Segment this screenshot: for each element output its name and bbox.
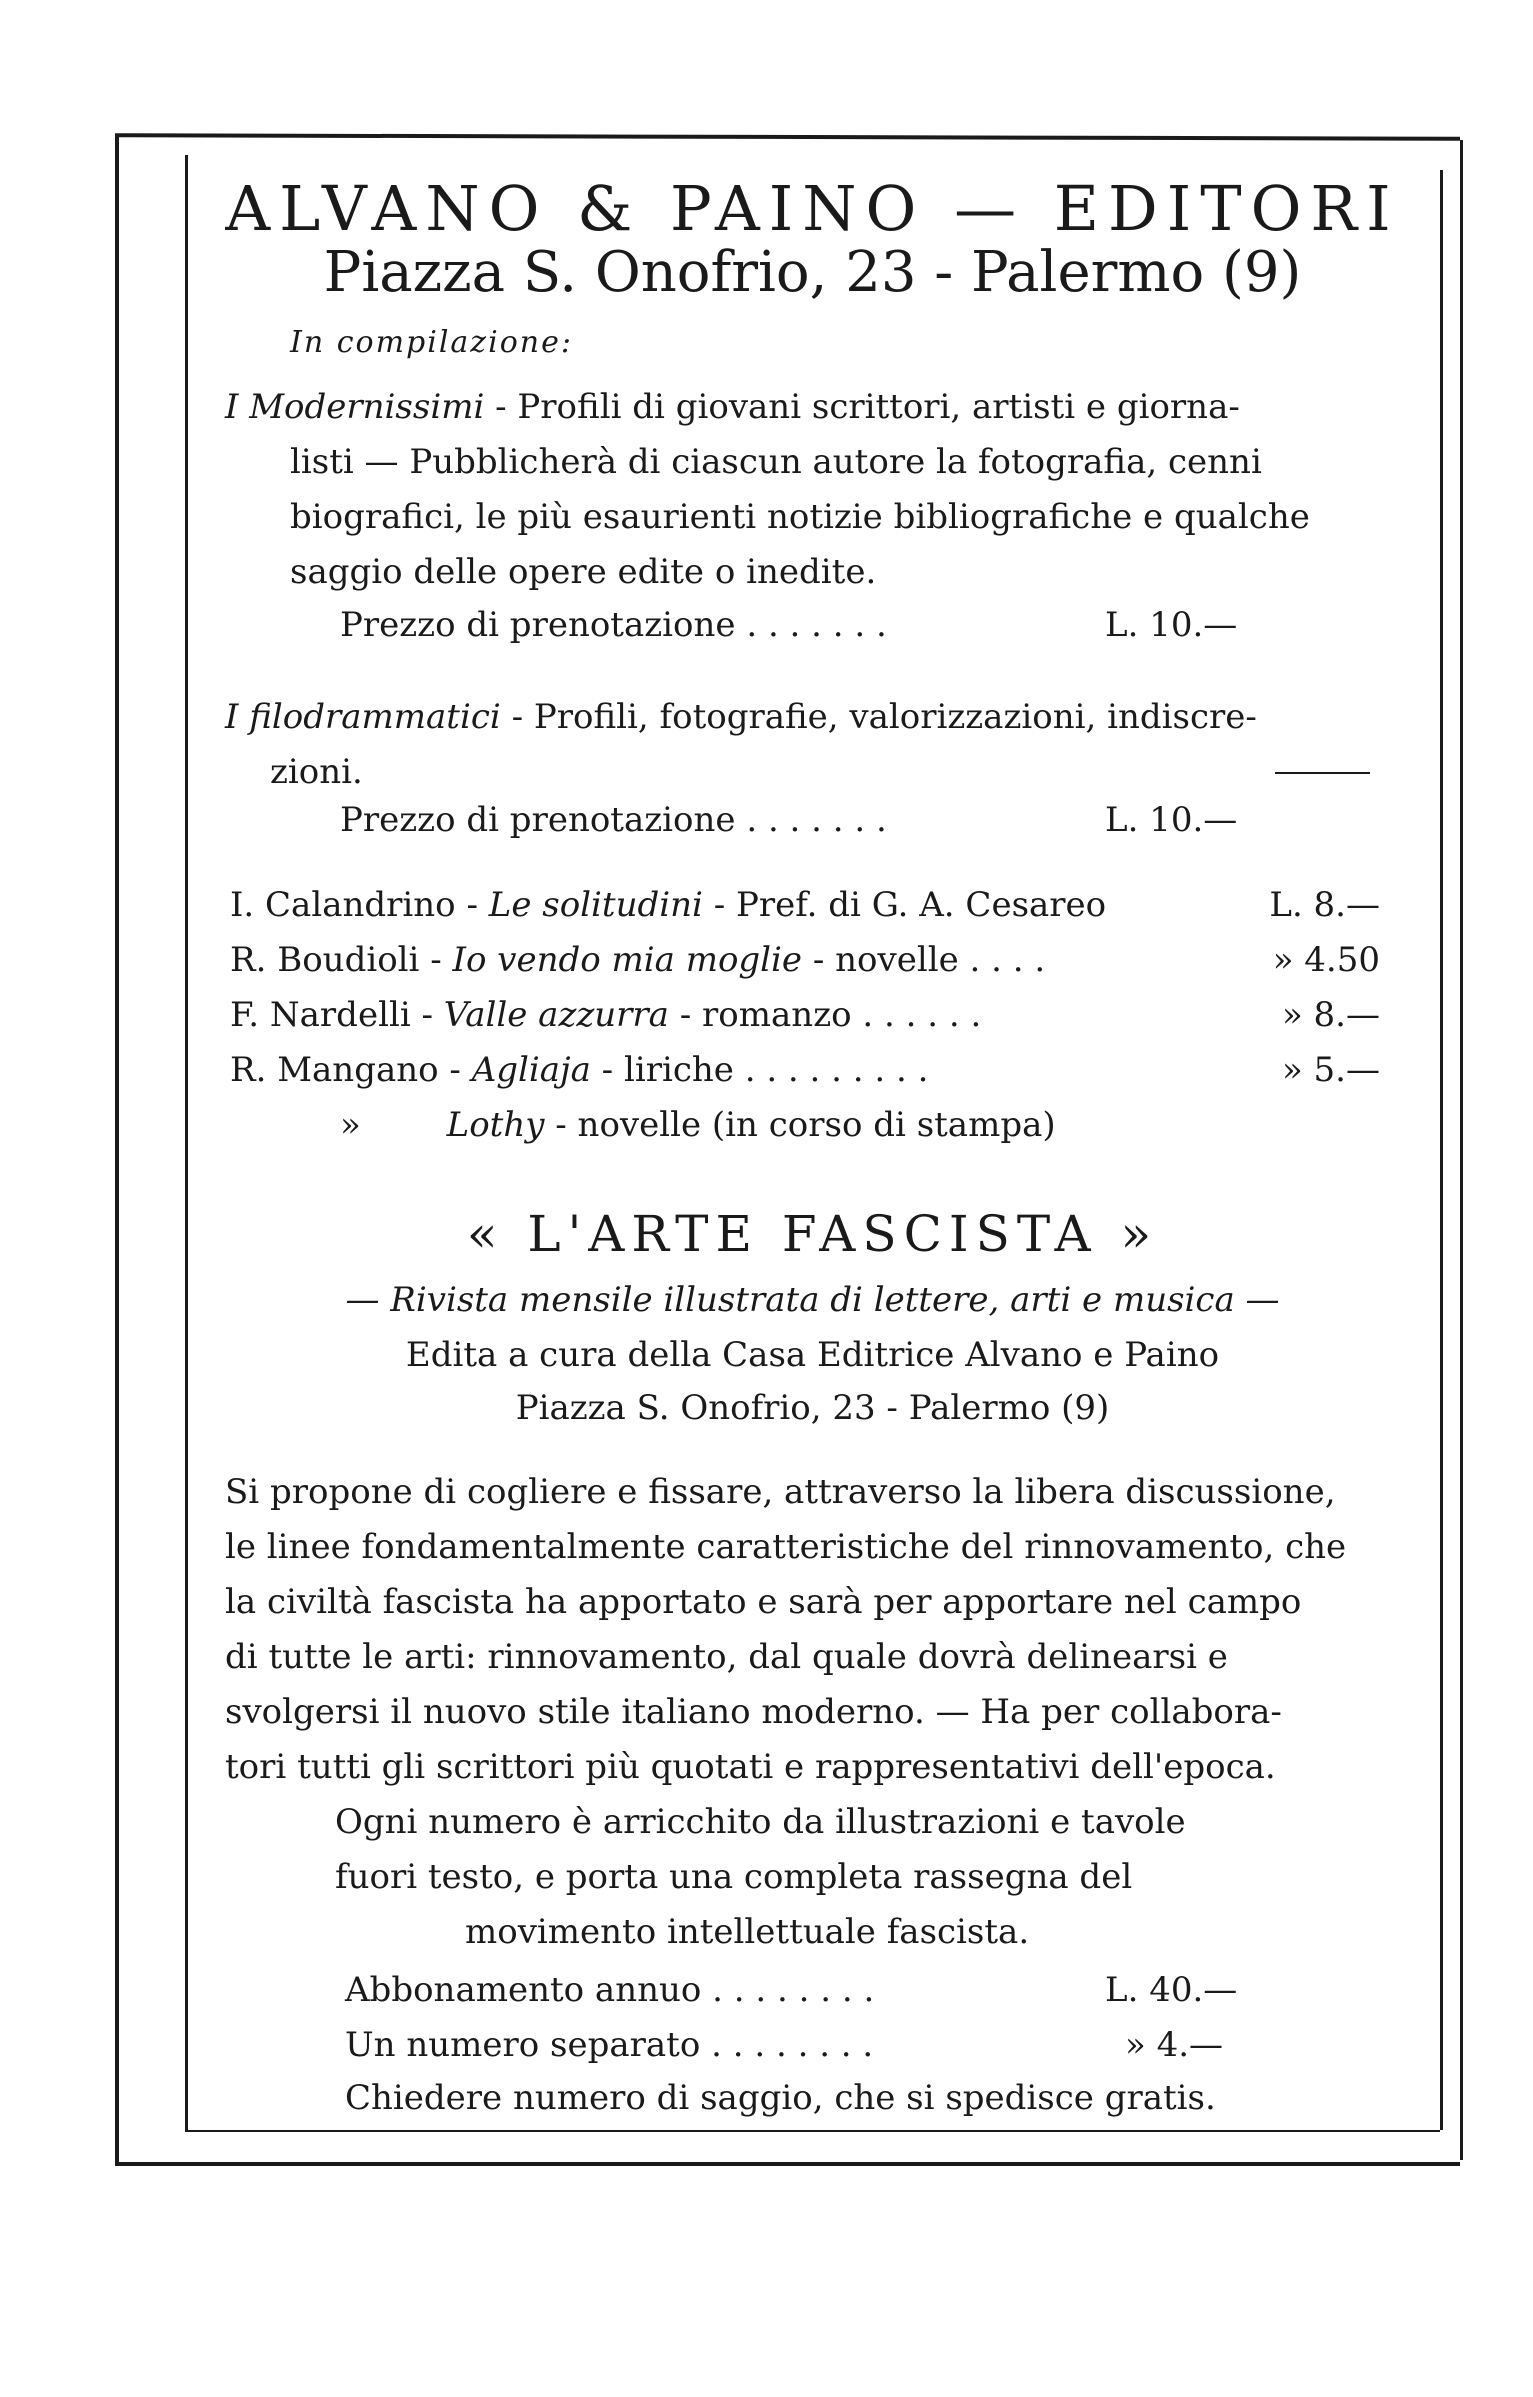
catalog-row bbox=[230, 1105, 1380, 1155]
subscription-label: Abbonamento annuo . . . . . . . . bbox=[345, 1970, 875, 2010]
description-line: svolgersi il nuovo stile italiano moderno. — Ha per collabora- bbox=[225, 1692, 1282, 1732]
frame-inner-bottom-rule bbox=[185, 2130, 1440, 2132]
modernissimi-block bbox=[225, 380, 1310, 600]
filodrammatici-line-1 bbox=[225, 690, 1257, 745]
modernissimi-title: I Modernissimi bbox=[225, 387, 485, 427]
catalog-price: L. 8.— bbox=[1269, 885, 1380, 925]
filodrammatici-title: I filodrammatici bbox=[225, 697, 501, 737]
catalog-author: F. Nardelli - bbox=[230, 995, 444, 1035]
features-line: Ogni numero è arricchito da illustrazioni e tavole bbox=[335, 1802, 1186, 1842]
modernissimi-line-1 bbox=[225, 380, 1310, 435]
filodrammatici-price: L. 10.— bbox=[1105, 800, 1238, 840]
catalog-author: R. Mangano - bbox=[230, 1050, 472, 1090]
description-line: tori tutti gli scrittori più quotati e rappresentativi dell'epoca. bbox=[225, 1747, 1276, 1787]
modernissimi-text: - Profili di giovani scrittori, artisti e giorna- bbox=[484, 387, 1240, 427]
publisher-address: Piazza S. Onofrio, 23 - Palermo (9) bbox=[323, 240, 1302, 305]
features-line: fuori testo, e porta una completa rassegna del bbox=[335, 1857, 1133, 1897]
subscription-price: L. 40.— bbox=[1105, 1970, 1238, 2010]
catalog-author: I. Calandrino - bbox=[230, 885, 489, 925]
description-line: Si propone di cogliere e fissare, attraverso la libera discussione, bbox=[225, 1472, 1336, 1512]
catalog-author: R. Boudioli - bbox=[230, 940, 453, 980]
modernissimi-price: L. 10.— bbox=[1105, 605, 1238, 645]
subscription-label-text: Abbonamento annuo bbox=[345, 1970, 702, 2010]
sample-note: Chiedere numero di saggio, che si spedisce gratis. bbox=[345, 2078, 1216, 2118]
catalog-price: » 8.— bbox=[1281, 995, 1380, 1035]
catalog-author: » bbox=[340, 1105, 372, 1145]
features-line: movimento intellettuale fascista. bbox=[465, 1912, 1030, 1952]
modernissimi-line-2: listi — Pubblicherà di ciascun autore la fotografia, cenni bbox=[290, 442, 1262, 482]
price-label-text: Prezzo di prenotazione bbox=[340, 800, 736, 840]
catalog-entry bbox=[230, 995, 981, 1035]
catalog-desc: - romanzo . . . . . . bbox=[668, 995, 982, 1035]
dash-mark bbox=[1275, 772, 1370, 774]
frame-right-rule bbox=[1460, 140, 1463, 2160]
price-label-text: Prezzo di prenotazione bbox=[340, 605, 736, 645]
modernissimi-line-3: biografici, le più esaurienti notizie bibliografiche e qualche bbox=[290, 497, 1310, 537]
catalog-price: » 5.— bbox=[1281, 1050, 1380, 1090]
single-issue-label: Un numero separato . . . . . . . . bbox=[345, 2025, 874, 2065]
filodrammatici-block bbox=[225, 690, 1257, 800]
catalog-title: Lothy bbox=[446, 1105, 545, 1145]
frame-bottom-rule bbox=[115, 2162, 1460, 2166]
catalog-title: Io vendo mia moglie bbox=[452, 940, 803, 980]
catalog-row bbox=[230, 1050, 1380, 1100]
filodrammatici-text: - Profili, fotografie, valorizzazioni, indiscre- bbox=[500, 697, 1257, 737]
magazine-publisher: Edita a cura della Casa Editrice Alvano e Paino bbox=[405, 1335, 1220, 1375]
catalog-desc: - novelle (in corso di stampa) bbox=[544, 1105, 1056, 1145]
filodrammatici-line-2: zioni. bbox=[270, 752, 363, 792]
frame-left-rule bbox=[115, 135, 119, 2165]
catalog-entry bbox=[230, 885, 1106, 925]
catalog-desc: - novelle . . . . bbox=[802, 940, 1046, 980]
catalog-row bbox=[230, 885, 1380, 935]
magazine-title: « L'ARTE FASCISTA » bbox=[466, 1205, 1159, 1263]
catalog-price: » 4.50 bbox=[1272, 940, 1380, 980]
frame-inner-left-rule bbox=[185, 155, 188, 2130]
catalog-entry bbox=[340, 1105, 1056, 1145]
catalog-entry bbox=[230, 1050, 928, 1090]
catalog-entry bbox=[230, 940, 1045, 980]
catalog-desc: - Pref. di G. A. Cesareo bbox=[702, 885, 1107, 925]
filodrammatici-price-label: Prezzo di prenotazione . . . . . . . bbox=[340, 800, 887, 840]
catalog-title: Le solitudini bbox=[488, 885, 703, 925]
magazine-subtitle: — Rivista mensile illustrata di lettere, arti e musica — bbox=[345, 1280, 1280, 1320]
description-line: di tutte le arti: rinnovamento, dal quale dovrà delinearsi e bbox=[225, 1637, 1228, 1677]
description-line: la civiltà fascista ha apportato e sarà per apportare nel campo bbox=[225, 1582, 1302, 1622]
description-line: le linee fondamentalmente caratteristiche del rinnovamento, che bbox=[225, 1527, 1347, 1567]
frame-inner-right-rule bbox=[1440, 170, 1443, 2130]
catalog-title: Valle azzurra bbox=[443, 995, 669, 1035]
catalog-desc: - liriche . . . . . . . . . bbox=[590, 1050, 929, 1090]
frame-top-rule bbox=[115, 133, 1460, 141]
magazine-address: Piazza S. Onofrio, 23 - Palermo (9) bbox=[515, 1388, 1110, 1428]
modernissimi-price-label: Prezzo di prenotazione . . . . . . . bbox=[340, 605, 887, 645]
publisher-name: ALVANO & PAINO — EDITORI bbox=[225, 172, 1400, 245]
catalog-title: Agliaja bbox=[471, 1050, 591, 1090]
compilation-label: In compilazione: bbox=[290, 325, 573, 360]
catalog-row bbox=[230, 940, 1380, 990]
magazine-features bbox=[335, 1795, 1186, 1960]
catalog-row bbox=[230, 995, 1380, 1045]
magazine-description bbox=[225, 1465, 1346, 1795]
single-issue-price: » 4.— bbox=[1125, 2025, 1224, 2065]
modernissimi-line-4: saggio delle opere edite o inedite. bbox=[290, 552, 877, 592]
single-issue-label-text: Un numero separato bbox=[345, 2025, 701, 2065]
